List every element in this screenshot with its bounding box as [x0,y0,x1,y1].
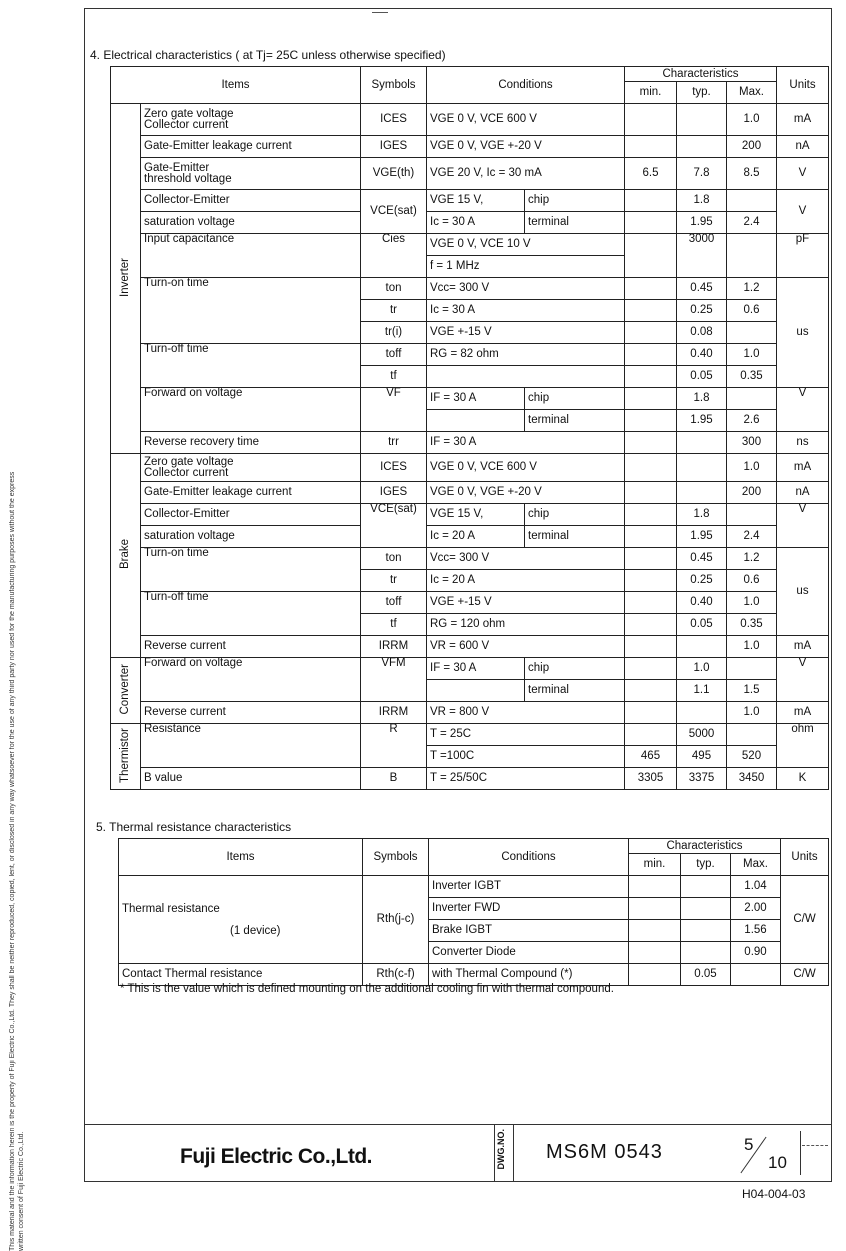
table-row [119,876,829,898]
table-row [111,548,829,570]
typ-value: 3375 [677,768,727,790]
condition: with Thermal Compound (*) [429,964,629,986]
item: Gate-Emitter leakage current [141,136,361,158]
condition: chip [525,658,625,680]
symbol: tf [361,614,427,636]
unit: ns [777,432,829,454]
item: Resistance [141,724,361,768]
item: Collector-Emitter [141,504,361,526]
form-code: H04-004-03 [742,1187,806,1201]
condition: Ic = 20 A [427,526,525,548]
condition: Ic = 30 A [427,212,525,234]
symbol: IGES [361,136,427,158]
condition: chip [525,388,625,410]
hdr-conditions: Conditions [429,839,629,876]
typ-value: 1.8 [677,388,727,410]
hdr-units: Units [781,839,829,876]
max-value: 1.0 [727,592,777,614]
page-total: 10 [768,1153,787,1172]
unit: nA [777,482,829,504]
table-row [111,136,829,158]
unit: K [777,768,829,790]
table-row [111,636,829,658]
dwg-label-box [494,1125,514,1182]
typ-value: 1.8 [677,190,727,212]
condition: terminal [525,410,625,432]
condition: Vcc= 300 V [427,278,625,300]
typ-value: 0.40 [677,344,727,366]
unit: V [777,158,829,190]
hdr-typ: typ. [677,82,727,104]
table-row [111,388,829,410]
item: saturation voltage [141,212,361,234]
revision-divider [802,1145,828,1146]
item: Gate-Emitter leakage current [141,482,361,504]
typ-value: 1.95 [677,526,727,548]
unit: C/W [781,964,829,986]
hdr-symbols: Symbols [361,67,427,104]
typ-value: 0.05 [681,964,731,986]
electrical-characteristics-table [110,66,829,790]
condition: VR = 800 V [427,702,625,724]
condition: IF = 30 A [427,388,525,410]
thermal-resistance-table [118,838,829,986]
hdr-characteristics: Characteristics [629,839,781,854]
typ-value: 1.1 [677,680,727,702]
condition: RG = 120 ohm [427,614,625,636]
typ-value: 5000 [677,724,727,746]
item-line: (1 device) [230,924,281,937]
typ-value: 0.45 [677,278,727,300]
max-value: 300 [727,432,777,454]
symbol: ICES [361,454,427,482]
max-value: 0.35 [727,366,777,388]
condition: Vcc= 300 V [427,548,625,570]
item-thermal-resistance [119,876,363,964]
symbol: VCE(sat) [361,190,427,234]
item: Turn-on time [141,278,361,344]
table-row [111,104,829,136]
hdr-items: Items [119,839,363,876]
condition: IF = 30 A [427,658,525,680]
max-value: 520 [727,746,777,768]
condition: Ic = 20 A [427,570,625,592]
max-value: 3450 [727,768,777,790]
condition: T = 25/50C [427,768,625,790]
symbol: IRRM [361,636,427,658]
item: Input capacitance [141,234,361,278]
max-value: 1.04 [731,876,781,898]
dwg-label: DWG.NO. [496,1129,506,1170]
condition: terminal [525,526,625,548]
unit: pF [777,234,829,278]
title-block [84,1124,832,1183]
unit: mA [777,104,829,136]
condition: VGE 0 V, VGE +-20 V [427,136,625,158]
hdr-conditions: Conditions [427,67,625,104]
max-value: 0.90 [731,942,781,964]
typ-value: 495 [677,746,727,768]
max-value: 1.2 [727,548,777,570]
min-value: 6.5 [625,158,677,190]
max-value: 1.5 [727,680,777,702]
item: Turn-on time [141,548,361,592]
header-row-1 [119,839,829,854]
drawing-number: MS6M 0543 [546,1141,663,1163]
typ-value: 0.25 [677,300,727,322]
max-value: 1.0 [727,454,777,482]
condition: VGE +-15 V [427,322,625,344]
item: Collector-Emitter [141,190,361,212]
header-row-1 [111,67,829,82]
max-value: 1.0 [727,104,777,136]
symbol: Rth(c-f) [363,964,429,986]
max-value: 0.6 [727,570,777,592]
condition: VGE 20 V, Ic = 30 mA [427,158,625,190]
group-thermistor: Thermistor [111,724,141,790]
typ-value: 1.95 [677,410,727,432]
symbol: B [361,768,427,790]
condition: RG = 82 ohm [427,344,625,366]
table-row [111,234,829,256]
symbol: VCE(sat) [361,504,427,548]
condition: VGE 0 V, VCE 600 V [427,454,625,482]
page-number: 5 [744,1135,754,1154]
symbol: Rth(j-c) [363,876,429,964]
item: Forward on voltage [141,658,361,702]
unit: V [777,504,829,548]
table-row [111,724,829,746]
symbol: toff [361,592,427,614]
typ-value: 1.0 [677,658,727,680]
table-row [111,768,829,790]
group-inverter: Inverter [111,104,141,454]
symbol: tr(i) [361,322,427,344]
typ-value: 0.05 [677,366,727,388]
condition: chip [525,190,625,212]
condition: Converter Diode [429,942,629,964]
item: Forward on voltage [141,388,361,432]
symbol: tr [361,300,427,322]
condition: T =100C [427,746,625,768]
item: Zero gate voltage Collector current [141,454,361,482]
max-value: 200 [727,136,777,158]
hdr-characteristics: Characteristics [625,67,777,82]
hdr-items: Items [111,67,361,104]
unit: V [777,388,829,432]
typ-value: 0.45 [677,548,727,570]
max-value: 0.6 [727,300,777,322]
table-row [111,278,829,300]
footnote: * This is the value which is defined mounting on the additional cooling fin with thermal compound. [120,983,614,995]
item: Turn-off time [141,344,361,388]
symbol: toff [361,344,427,366]
unit: mA [777,702,829,724]
item: Reverse current [141,636,361,658]
typ-value: 0.05 [677,614,727,636]
hdr-max: Max. [727,82,777,104]
table-row [111,190,829,212]
unit: us [777,548,829,636]
condition: Inverter IGBT [429,876,629,898]
symbol: ton [361,548,427,570]
max-value: 1.0 [727,344,777,366]
hdr-typ: typ. [681,854,731,876]
table-row [111,344,829,366]
condition: VGE 15 V, [427,504,525,526]
condition: VGE 0 V, VCE 600 V [427,104,625,136]
condition: VGE 0 V, VGE +-20 V [427,482,625,504]
item: Zero gate voltage Collector current [141,104,361,136]
condition: VR = 600 V [427,636,625,658]
unit: V [777,190,829,234]
symbol: IGES [361,482,427,504]
table-row [111,658,829,680]
symbol: VGE(th) [361,158,427,190]
condition: VGE +-15 V [427,592,625,614]
unit: C/W [781,876,829,964]
condition: terminal [525,680,625,702]
symbol: trr [361,432,427,454]
item: Contact Thermal resistance [119,964,363,986]
table-row [111,212,829,234]
typ-value: 1.8 [677,504,727,526]
section-4-title: 4. Electrical characteristics ( at Tj= 25C unless otherwise specified) [90,48,446,62]
unit: nA [777,136,829,158]
symbol: Cies [361,234,427,278]
condition: T = 25C [427,724,625,746]
revision-box [800,1131,831,1175]
max-value: 200 [727,482,777,504]
typ-value: 0.40 [677,592,727,614]
item: B value [141,768,361,790]
symbol: IRRM [361,702,427,724]
item: saturation voltage [141,526,361,548]
item-line: Thermal resistance [122,902,220,915]
typ-value: 1.95 [677,212,727,234]
table-row [111,454,829,482]
unit: us [777,278,829,388]
condition: Inverter FWD [429,898,629,920]
table-row [111,504,829,526]
unit: V [777,658,829,702]
table-row [111,592,829,614]
typ-value: 3000 [677,234,727,278]
hdr-min: min. [625,82,677,104]
item: Reverse recovery time [141,432,361,454]
unit: mA [777,636,829,658]
item: Gate-Emitter threshold voltage [141,158,361,190]
table-row [111,482,829,504]
group-converter: Converter [111,658,141,724]
condition: Brake IGBT [429,920,629,942]
section-5-title: 5. Thermal resistance characteristics [96,820,292,834]
hdr-max: Max. [731,854,781,876]
confidentiality-note: This material and the information herein is the property of Fuji Electric Co.,Ltd. They shall be neither reproduced, copied, lent, or disclosed in any way whatsoever for the use of any third party nor used for the manufacturing purposes without the express written consent of Fuji Electric Co.,Ltd. [9,471,25,1251]
max-value: 1.56 [731,920,781,942]
condition: IF = 30 A [427,432,625,454]
symbol: VF [361,388,427,432]
typ-value: 0.25 [677,570,727,592]
unit: mA [777,454,829,482]
company-name: Fuji Electric Co.,Ltd. [180,1145,373,1168]
max-value: 1.0 [727,636,777,658]
symbol: R [361,724,427,768]
min-value: 3305 [625,768,677,790]
condition: VGE 15 V, [427,190,525,212]
max-value: 2.4 [727,526,777,548]
symbol: ton [361,278,427,300]
hdr-symbols: Symbols [363,839,429,876]
max-value: 2.4 [727,212,777,234]
condition: f = 1 MHz [427,256,625,278]
condition: Ic = 30 A [427,300,625,322]
typ-value: 0.08 [677,322,727,344]
table-row [111,702,829,724]
group-brake: Brake [111,454,141,658]
max-value: 8.5 [727,158,777,190]
condition: terminal [525,212,625,234]
hdr-min: min. [629,854,681,876]
max-value: 1.0 [727,702,777,724]
table-row [111,158,829,190]
table-row [111,432,829,454]
symbol: VFM [361,658,427,702]
max-value: 2.00 [731,898,781,920]
typ-value: 7.8 [677,158,727,190]
symbol: ICES [361,104,427,136]
hdr-units: Units [777,67,829,104]
max-value: 1.2 [727,278,777,300]
max-value: 0.35 [727,614,777,636]
condition: VGE 0 V, VCE 10 V [427,234,625,256]
unit: ohm [777,724,829,768]
condition: chip [525,504,625,526]
max-value: 2.6 [727,410,777,432]
symbol: tr [361,570,427,592]
min-value: 465 [625,746,677,768]
table-row [111,526,829,548]
item: Reverse current [141,702,361,724]
symbol: tf [361,366,427,388]
item: Turn-off time [141,592,361,636]
